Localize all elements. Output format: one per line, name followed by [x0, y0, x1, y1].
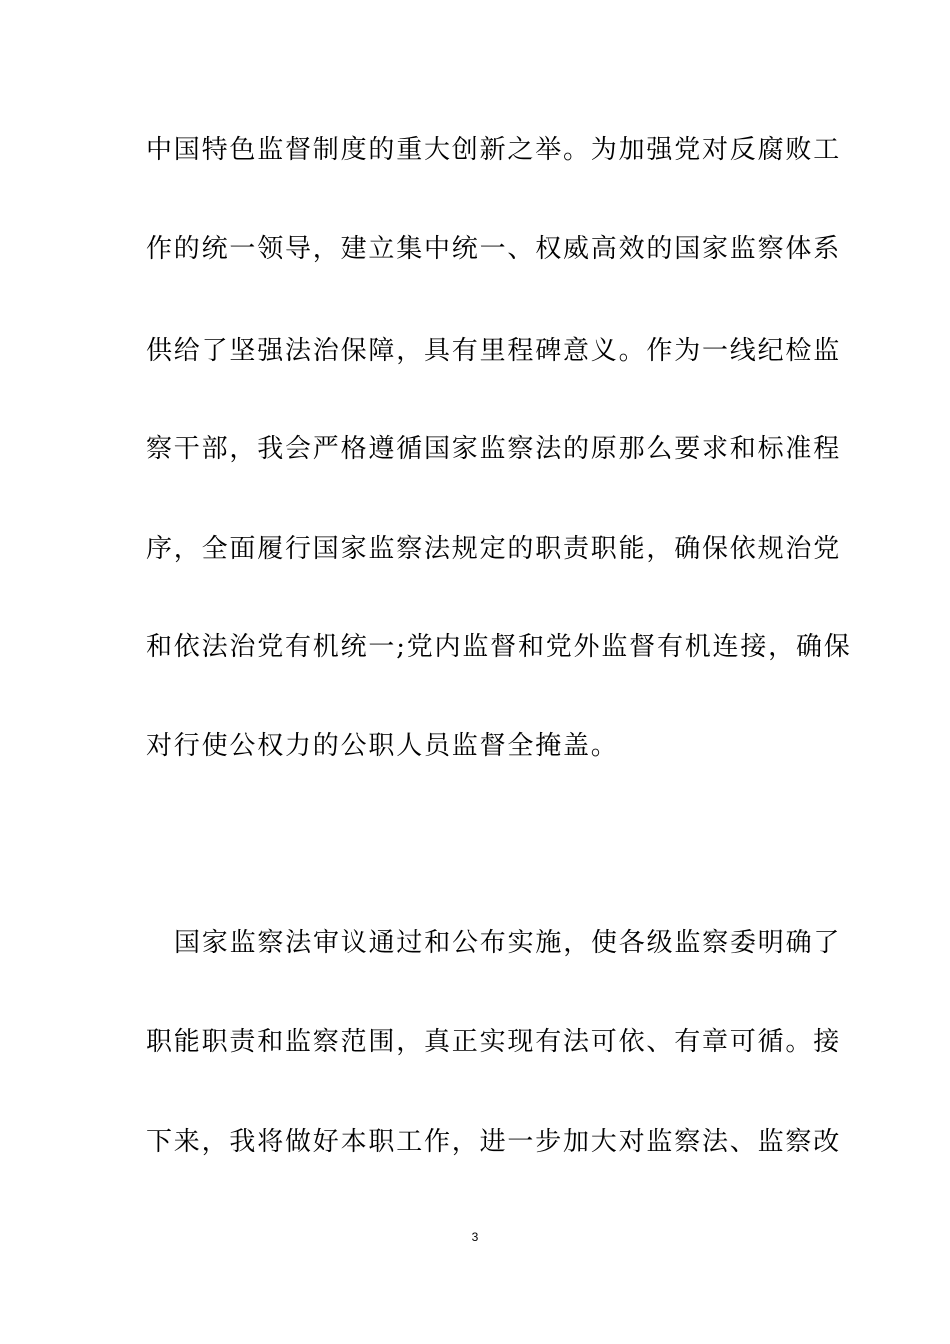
text-line: 职能职责和监察范围，真正实现有法可依、有章可循。接 [146, 1027, 842, 1057]
text-line: 下来，我将做好本职工作，进一步加大对监察法、监察改 [146, 1127, 842, 1157]
text-line: 察干部，我会严格遵循国家监察法的原那么要求和标准程 [146, 434, 842, 464]
text-line: 序，全面履行国家监察法规定的职责职能，确保依规治党 [146, 534, 842, 564]
text-line: 作的统一领导，建立集中统一、权威高效的国家监察体系 [146, 234, 842, 264]
text-line: 供给了坚强法治保障，具有里程碑意义。作为一线纪检监 [146, 336, 842, 366]
text-line: 对行使公权力的公职人员监督全掩盖。 [146, 731, 619, 761]
page-number: 3 [471, 1230, 479, 1244]
text-line: 中国特色监督制度的重大创新之举。为加强党对反腐败工 [146, 135, 842, 165]
text-line: 和依法治党有机统一;党内监督和党外监督有机连接，确保 [146, 632, 852, 662]
text-line: 国家监察法审议通过和公布实施，使各级监察委明确了 [174, 928, 842, 958]
